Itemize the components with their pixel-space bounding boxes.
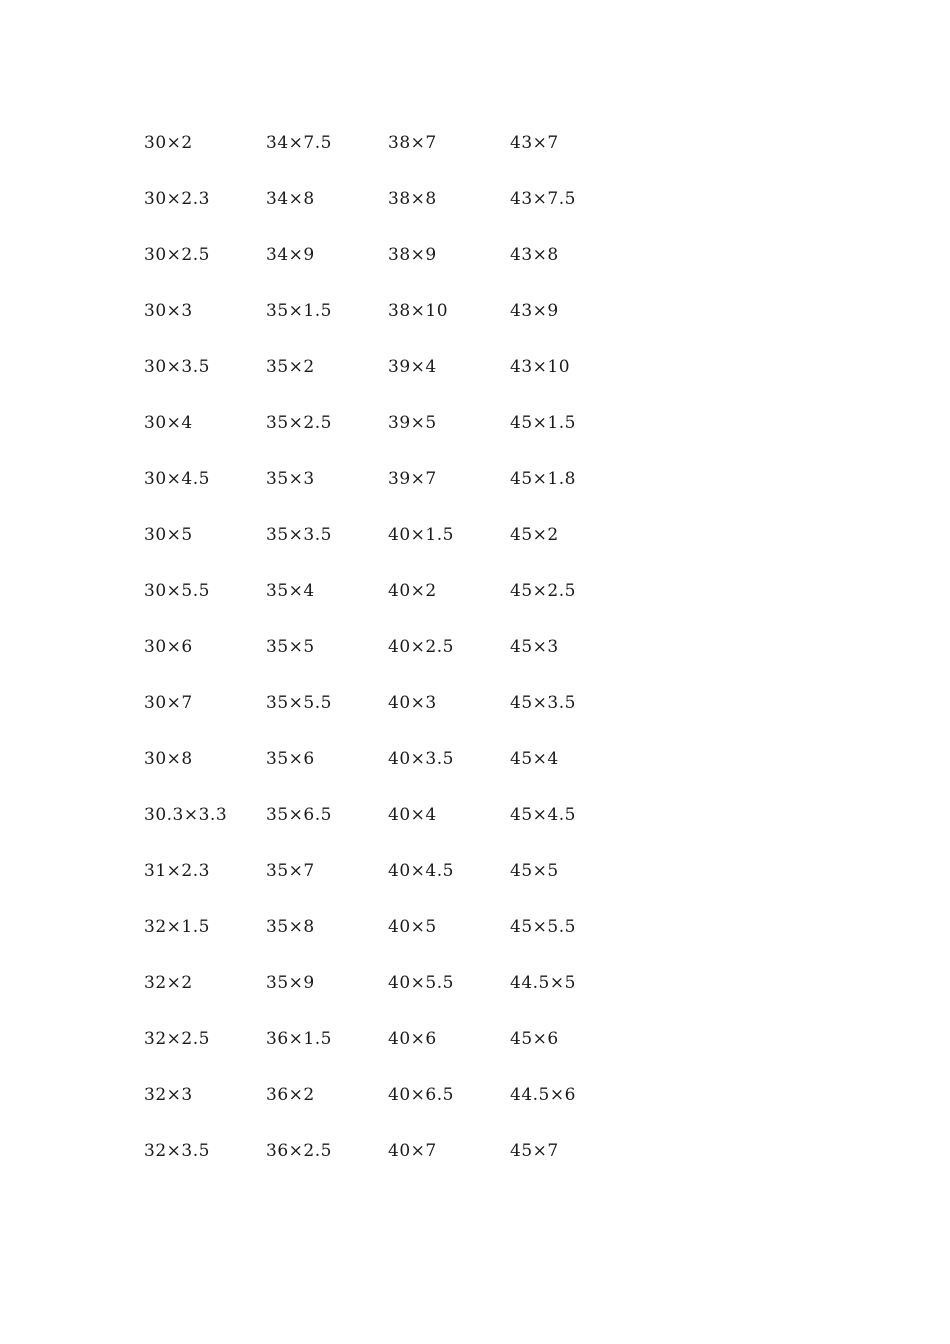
size-entry: 35×2 [266,357,315,377]
size-entry: 40×3.5 [388,749,454,769]
size-entry: 38×9 [388,245,437,265]
size-entry: 30.3×3.3 [144,805,228,825]
size-entry: 40×7 [388,1141,437,1161]
size-entry: 45×4.5 [510,805,576,825]
size-entry: 45×5 [510,861,559,881]
size-entry: 30×2.3 [144,189,210,209]
size-entry: 39×4 [388,357,437,377]
size-entry: 45×7 [510,1141,559,1161]
size-entry: 35×3 [266,469,315,489]
size-entry: 38×10 [388,301,449,321]
size-entry: 34×8 [266,189,315,209]
size-entry: 40×5 [388,917,437,937]
size-entry: 43×10 [510,357,571,377]
size-entry: 35×5.5 [266,693,332,713]
size-entry: 44.5×6 [510,1085,576,1105]
size-entry: 43×8 [510,245,559,265]
size-entry: 43×7 [510,133,559,153]
size-entry: 30×2 [144,133,193,153]
size-entry: 30×7 [144,693,193,713]
size-entry: 30×8 [144,749,193,769]
size-entry: 35×7 [266,861,315,881]
size-entry: 44.5×5 [510,973,576,993]
size-entry: 45×1.8 [510,469,576,489]
size-entry: 32×2 [144,973,193,993]
size-entry: 36×2.5 [266,1141,332,1161]
size-entry: 40×4 [388,805,437,825]
size-entry: 38×8 [388,189,437,209]
size-entry: 35×4 [266,581,315,601]
size-entry: 45×1.5 [510,413,576,433]
size-entry: 43×7.5 [510,189,576,209]
size-entry: 35×8 [266,917,315,937]
size-entry: 45×2 [510,525,559,545]
size-entry: 45×5.5 [510,917,576,937]
size-entry: 35×2.5 [266,413,332,433]
size-entry: 31×2.3 [144,861,210,881]
size-entry: 40×2 [388,581,437,601]
size-entry: 39×5 [388,413,437,433]
size-entry: 40×3 [388,693,437,713]
size-entry: 30×2.5 [144,245,210,265]
size-entry: 30×3.5 [144,357,210,377]
size-entry: 32×3.5 [144,1141,210,1161]
size-entry: 34×9 [266,245,315,265]
size-entry: 30×5 [144,525,193,545]
size-entry: 32×1.5 [144,917,210,937]
size-entry: 40×5.5 [388,973,454,993]
size-entry: 35×5 [266,637,315,657]
size-entry: 30×4 [144,413,193,433]
size-entry: 40×6 [388,1029,437,1049]
size-entry: 40×4.5 [388,861,454,881]
size-entry: 36×1.5 [266,1029,332,1049]
size-entry: 32×2.5 [144,1029,210,1049]
size-list-grid [144,129,632,1193]
size-entry: 30×5.5 [144,581,210,601]
size-entry: 35×1.5 [266,301,332,321]
size-entry: 40×6.5 [388,1085,454,1105]
size-entry: 30×3 [144,301,193,321]
size-entry: 45×3 [510,637,559,657]
size-entry: 43×9 [510,301,559,321]
size-entry: 35×6.5 [266,805,332,825]
size-entry: 45×4 [510,749,559,769]
size-entry: 45×6 [510,1029,559,1049]
size-entry: 34×7.5 [266,133,332,153]
size-entry: 32×3 [144,1085,193,1105]
size-entry: 39×7 [388,469,437,489]
size-entry: 35×6 [266,749,315,769]
size-entry: 36×2 [266,1085,315,1105]
size-entry: 38×7 [388,133,437,153]
size-entry: 30×4.5 [144,469,210,489]
size-entry: 30×6 [144,637,193,657]
size-entry: 35×3.5 [266,525,332,545]
size-entry: 35×9 [266,973,315,993]
size-entry: 45×2.5 [510,581,576,601]
size-entry: 45×3.5 [510,693,576,713]
size-entry: 40×1.5 [388,525,454,545]
size-entry: 40×2.5 [388,637,454,657]
